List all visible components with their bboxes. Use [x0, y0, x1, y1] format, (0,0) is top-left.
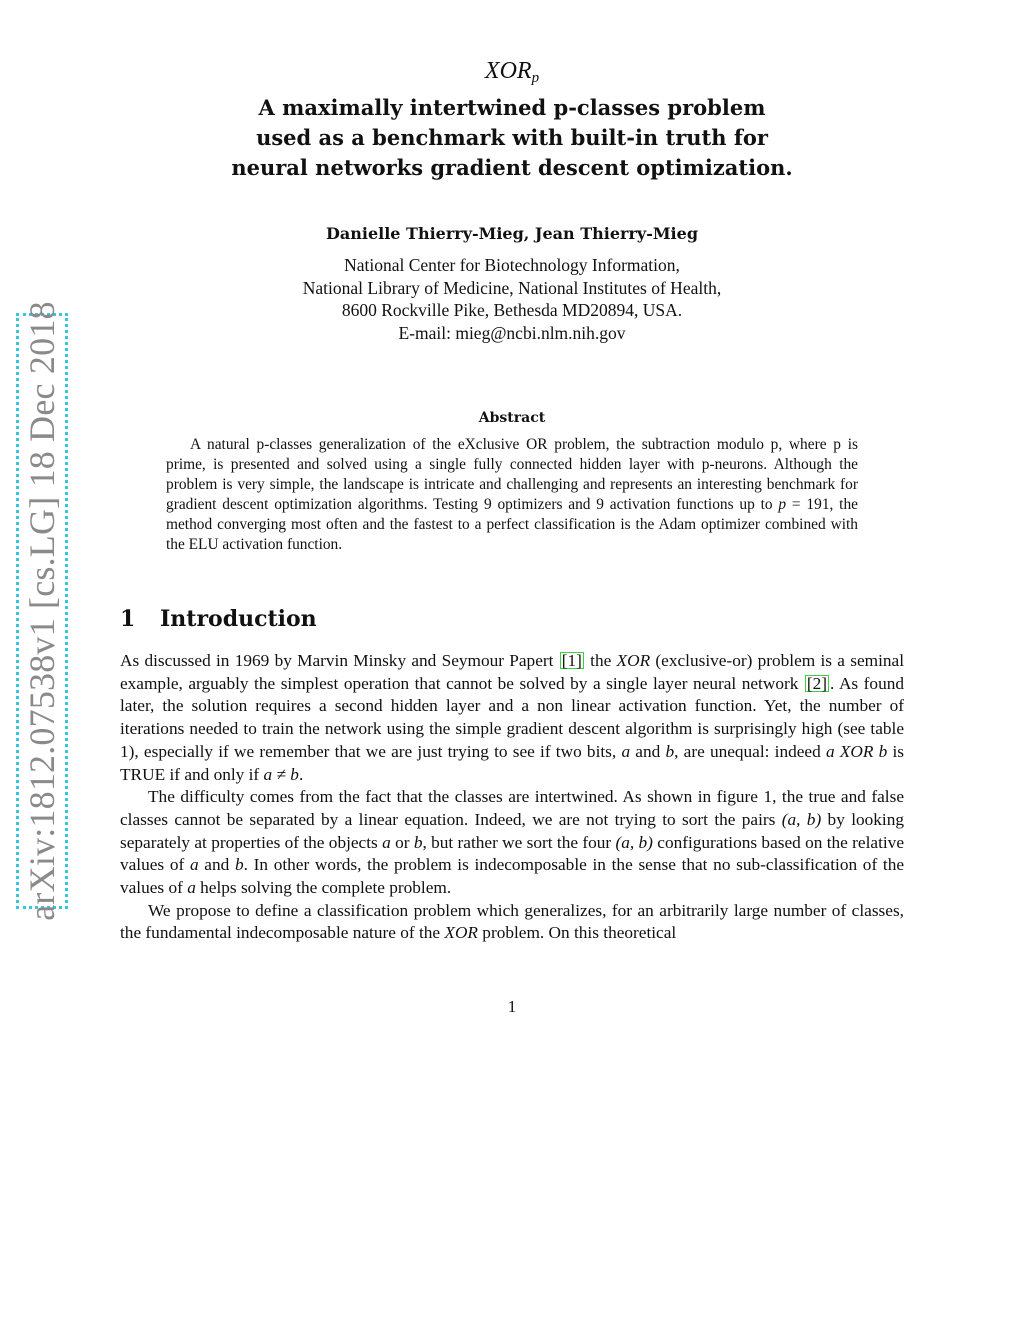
- section-title: Introduction: [160, 606, 317, 632]
- paragraph-2: The difficulty comes from the fact that the classes are intertwined. As shown in figure 1, the true and false classes cannot be separated by a linear equation. Indeed, we are not trying to sort the pairs (a, b) by looking separately at properties of the objects a or b, but rather we sort the four (a, b) configurations based on the relative values of a and b. In other words, the problem is indecomposable in the sense that no sub-classification of the values of a helps solving the complete problem.: [120, 787, 905, 898]
- title-math-symbol: $XOR_p$: [484, 58, 540, 86]
- page-number: 1: [507, 997, 517, 1016]
- title-line-1: A maximally intertwined p-classes problem: [258, 95, 766, 120]
- abstract-heading: Abstract: [478, 410, 546, 426]
- affiliation-line: National Library of Medicine, National Institutes of Health,: [302, 277, 722, 298]
- title-line-3: neural networks gradient descent optimization.: [231, 155, 793, 180]
- affiliation-line: 8600 Rockville Pike, Bethesda MD20894, USA.: [341, 300, 683, 320]
- citation-link[interactable]: [2]: [806, 673, 828, 693]
- contact-email: E-mail: mieg@ncbi.nlm.nih.gov: [398, 322, 626, 343]
- title-line-2: used as a benchmark with built-in truth for: [256, 125, 768, 150]
- affiliation-line: National Center for Biotechnology Information,: [344, 255, 680, 275]
- title-block: [120, 56, 904, 183]
- citation-link[interactable]: [1]: [561, 651, 582, 670]
- body-text: [120, 650, 904, 945]
- affiliation: [120, 254, 904, 344]
- arxiv-sidebar-stamp: [16, 301, 68, 921]
- paragraph-3: We propose to define a classification problem which generalizes, for an arbitrarily large number of classes, the fundamental indecomposable nature of the XOR problem. On this theoretical: [120, 900, 904, 943]
- section-heading-introduction: [120, 604, 317, 634]
- abstract-body: A natural p-classes generalization of the eXclusive OR problem, the subtraction modulo p, where p is prime, is presented and solved using a single fully connected hidden layer with p-neurons. Although the problem is very simple, the landscape is intricate and challenging and represents an interesting benchmark for gradient descent optimization algorithms. Testing 9 optimizers and 9 activation functions up to p = 191, the method converging most often and the fastest to a perfect classification is the Adam optimizer combined with the ELU activation function.: [166, 436, 858, 553]
- section-number: 1: [120, 606, 136, 632]
- authors: Danielle Thierry-Mieg, Jean Thierry-Mieg: [326, 224, 698, 243]
- arxiv-identifier[interactable]: arXiv:1812.07538v1 [cs.LG] 18 Dec 2018: [22, 301, 62, 921]
- paragraph-1: As discussed in 1969 by Marvin Minsky and Seymour Papert [1] the XOR (exclusive-or) problem is a seminal example, arguably the simplest operation that cannot be solved by a single layer neural network [2] . As found later, the solution requires a second hidden layer and a non linear activation function. Yet, the number of iterations needed to train the network using the simple gradient descent algorithm is surprisingly high (see table 1), especially if we remember that we are just trying to see if two bits, a and b, are unequal: indeed a XOR b is TRUE if and only if a ≠ b.: [120, 651, 905, 784]
